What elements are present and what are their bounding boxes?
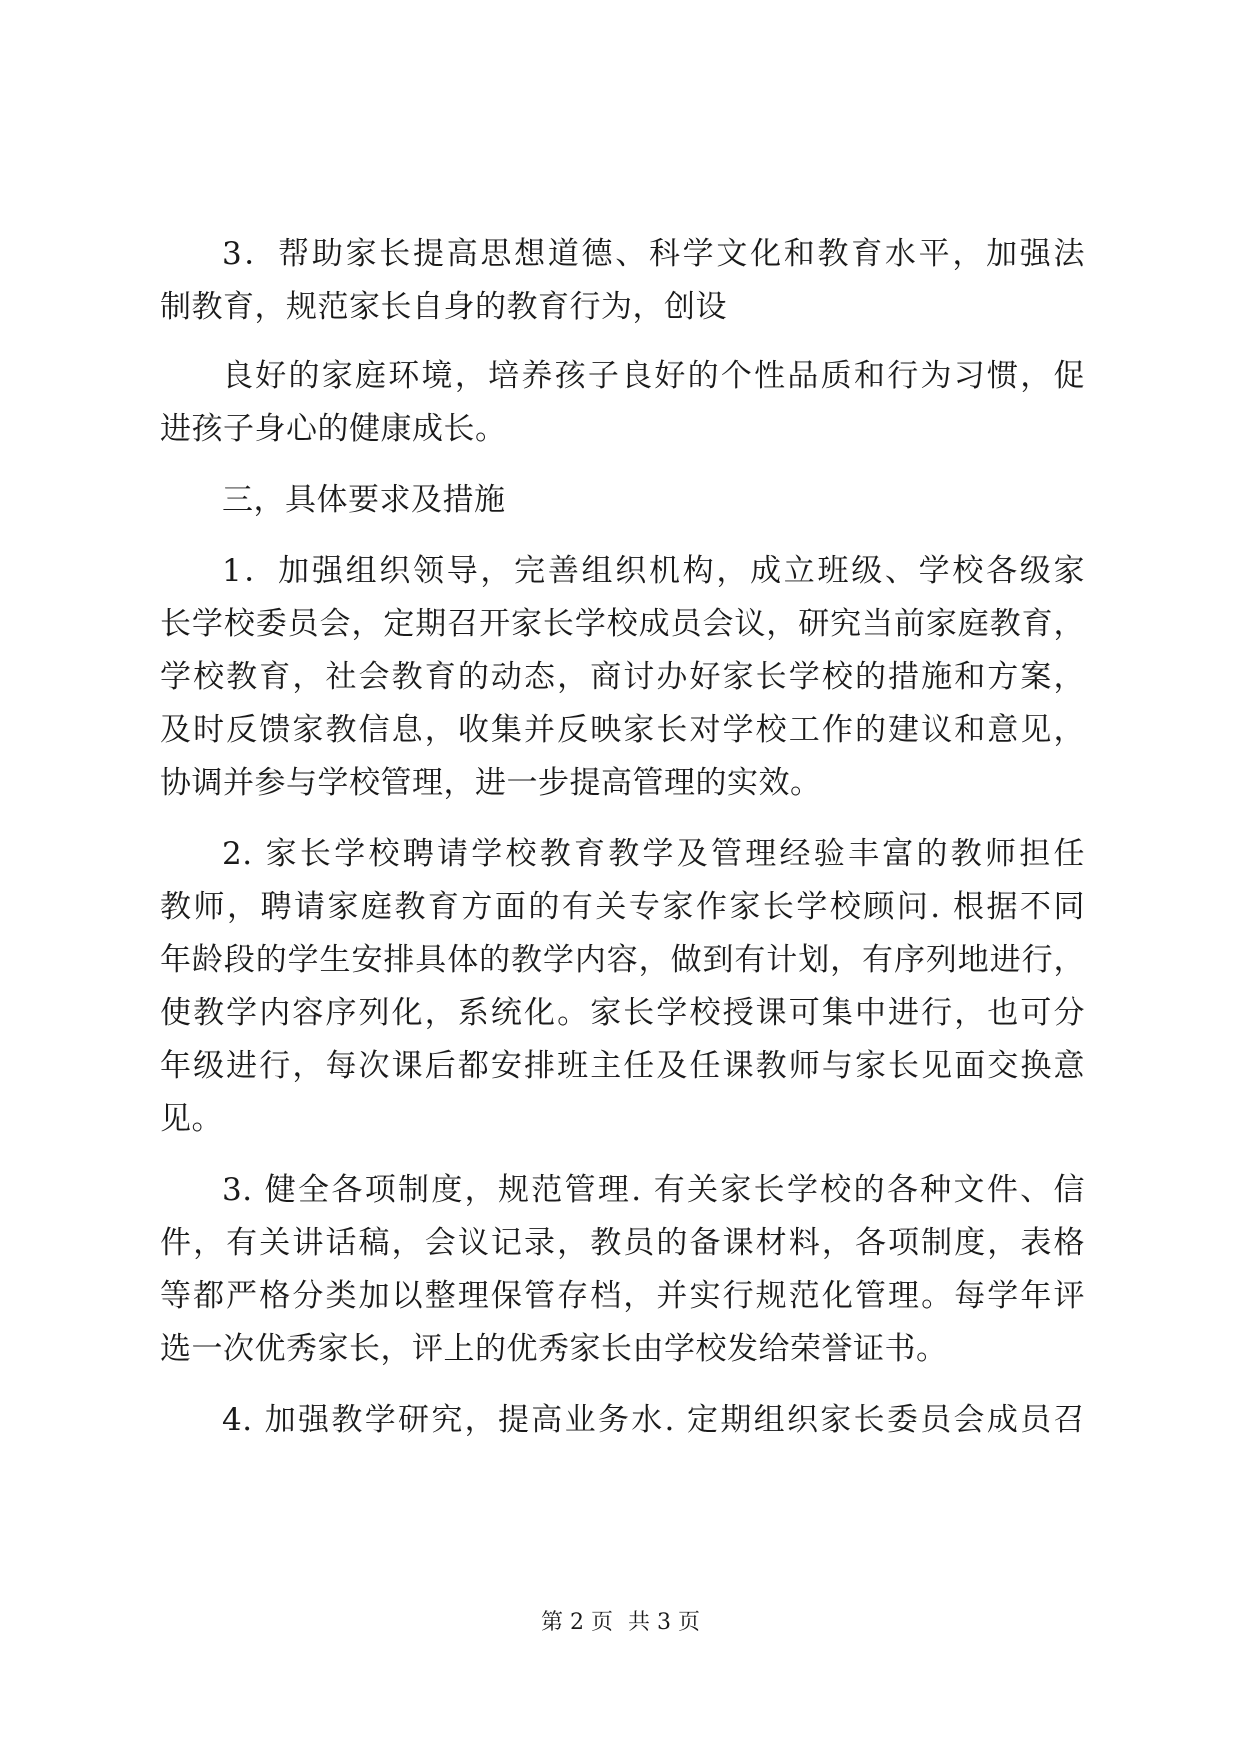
text-line: 及时反馈家教信息，收集并反映家长对学校工作的建议和意见， (160, 712, 1085, 748)
text-line: 2. 家长学校聘请学校教育教学及管理经验丰富的教师担任 (222, 836, 1085, 872)
paragraph (160, 545, 1085, 810)
text-line: 件，有关讲话稿，会议记录，教员的备课材料，各项制度，表格 (160, 1225, 1085, 1261)
text-line: 教师，聘请家庭教育方面的有关专家作家长学校顾问. 根据不同 (160, 889, 1085, 925)
text-line: 3．帮助家长提高思想道德、科学文化和教育水平，加强法 (222, 236, 1085, 272)
paragraph (160, 228, 1085, 334)
text-line: 三，具体要求及措施 (222, 482, 506, 518)
text-line: 选一次优秀家长，评上的优秀家长由学校发给荣誉证书。 (160, 1331, 948, 1367)
text-line: 良好的家庭环境，培养孩子良好的个性品质和行为习惯，促 (222, 358, 1085, 394)
text-line: 4. 加强教学研究，提高业务水. 定期组织家长委员会成员召 (222, 1402, 1085, 1438)
text-line: 见。 (160, 1101, 223, 1137)
paragraph (160, 1164, 1085, 1376)
text-line: 学校教育，社会教育的动态，商讨办好家长学校的措施和方案， (160, 659, 1085, 695)
text-line: 等都严格分类加以整理保管存档，并实行规范化管理。每学年评 (160, 1278, 1085, 1314)
page-number: 第 2 页 (541, 1610, 613, 1635)
text-line: 协调并参与学校管理，进一步提高管理的实效。 (160, 765, 822, 801)
text-line: 长学校委员会，定期召开家长学校成员会议，研究当前家庭教育， (160, 606, 1085, 642)
paragraph (160, 1394, 1085, 1447)
text-line: 进孩子身心的健康成长。 (160, 411, 507, 447)
paragraph (160, 350, 1085, 456)
text-line: 年龄段的学生安排具体的教学内容，做到有计划，有序列地进行， (160, 942, 1085, 978)
text-line: 年级进行，每次课后都安排班主任及任课教师与家长见面交换意 (160, 1048, 1085, 1084)
text-line: 1．加强组织领导，完善组织机构，成立班级、学校各级家 (222, 553, 1085, 589)
paragraph (160, 828, 1085, 1146)
page-total: 共 3 页 (628, 1610, 700, 1635)
document-body (160, 228, 1085, 1447)
text-line: 制教育，规范家长自身的教育行为，创设 (160, 289, 727, 325)
section-heading (160, 474, 1085, 527)
text-line: 使教学内容序列化，系统化。家长学校授课可集中进行，也可分 (160, 995, 1085, 1031)
text-line: 3. 健全各项制度，规范管理. 有关家长学校的各种文件、信 (222, 1172, 1085, 1208)
page-footer (0, 1605, 1241, 1636)
